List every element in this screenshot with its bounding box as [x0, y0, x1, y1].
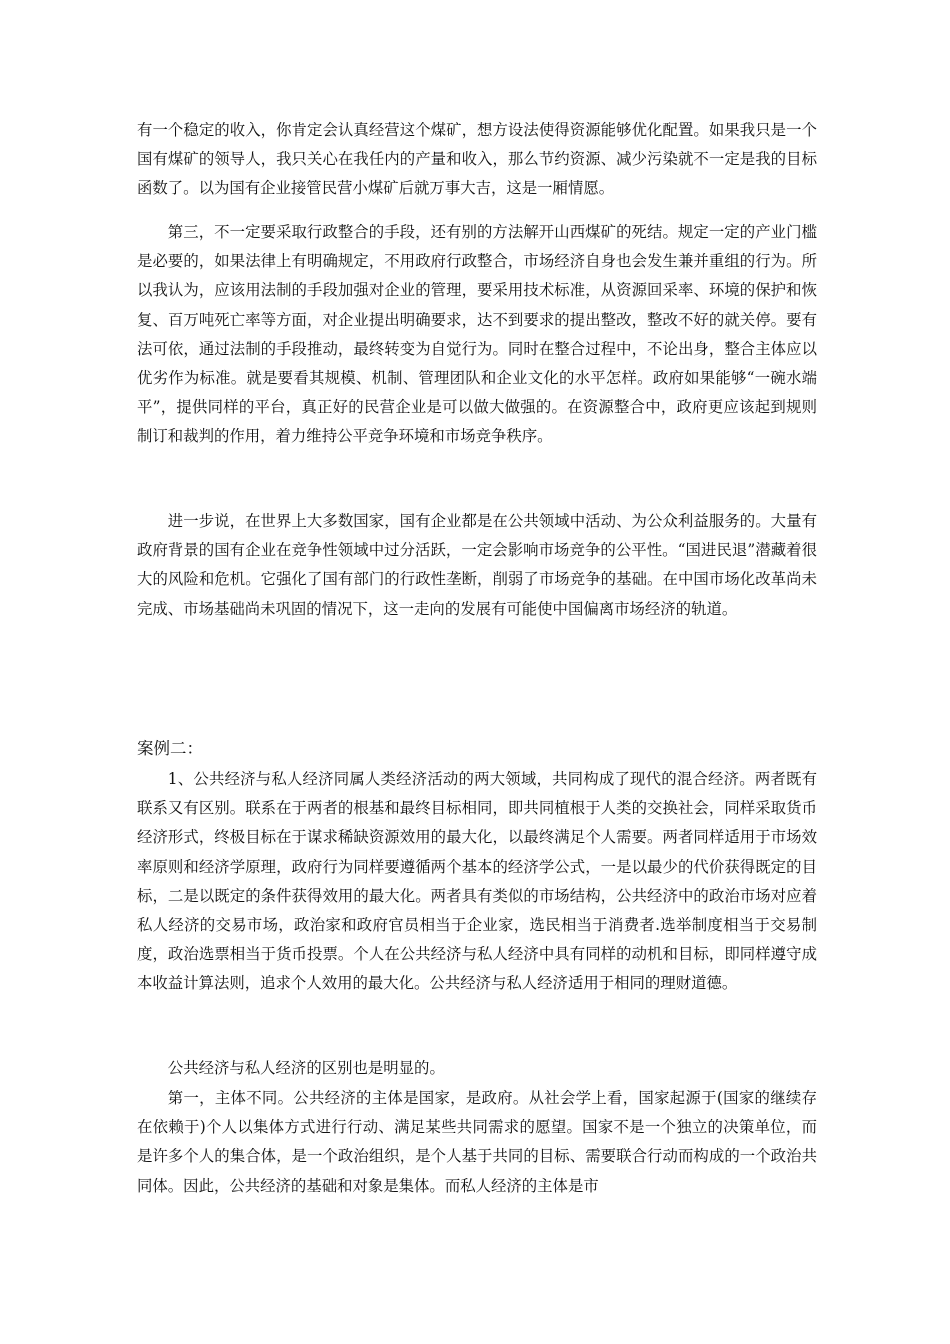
paragraph-differences-intro: 公共经济与私人经济的区别也是明显的。	[167, 1059, 445, 1077]
paragraph-continuation-income: 有一个稳定的收入，你肯定会认真经营这个煤矿，想方设法使得资源能够优化配置。如果我只是一个国有煤矿的领导人，我只关心在我任内的产量和收入，那么节约资源、减少污染就不一定是我的目标函数了。以为国有企业接管民营小煤矿后就万事大吉，这是一厢情愿。	[137, 121, 817, 198]
case-two-heading: 案例二：	[137, 739, 203, 758]
paragraph-public-private-economy: 1、公共经济与私人经济同属人类经济活动的两大领域，共同构成了现代的混合经济。两者既有联系又有区别。联系在于两者的根基和最终目标相同，即共同植根于人类的交换社会，同样采取货币经济形式，终极目标在于谋求稀缺资源效用的最大化，以最终满足个人需要。两者同样适用于市场效率原则和经济学原理，政府行为同样要遵循两个基本的经济学公式，一是以最少的代价获得既定的目标，二是以既定的条件获得效用的最大化。两者具有类似的市场结构，公共经济中的政治市场对应着私人经济的交易市场，政治家和政府官员相当于企业家，选民相当于消费者.选举制度相当于交易制度，政治选票相当于货币投票。个人在公共经济与私人经济中具有同样的动机和目标，即同样遵守成本收益计算法则，追求个人效用的最大化。公共经济与私人经济适用于相同的理财道德。	[137, 770, 817, 993]
paragraph-third-point: 第三，不一定要采取行政整合的手段，还有别的方法解开山西煤矿的死结。规定一定的产业门槛是必要的，如果法律上有明确规定，不用政府行政整合，市场经济自身也会发生兼并重组的行为。所以我认为，应该用法制的手段加强对企业的管理，要采用技术标准，从资源回采率、环境的保护和恢复、百万吨死亡率等方面，对企业提出明确要求，达不到要求的提出整改，整改不好的就关停。要有法可依，通过法制的手段推动，最终转变为自觉行为。同时在整合过程中，不论出身，整合主体应以优劣作为标准。就是要看其规模、机制、管理团队和企业文化的水平怎样。政府如果能够“一碗水端平”，提供同样的平台，真正好的民营企业是可以做大做强的。在资源整合中，政府更应该起到规则制订和裁判的作用，着力维持公平竞争环境和市场竞争秩序。	[137, 223, 817, 446]
paragraph-further-discussion: 进一步说，在世界上大多数国家，国有企业都是在公共领域中活动、为公众利益服务的。大量有政府背景的国有企业在竞争性领域中过分活跃，一定会影响市场竞争的公平性。“国进民退”潜藏着很大的风险和危机。它强化了国有部门的行政性垄断，削弱了市场竞争的基础。在中国市场化改革尚未完成、市场基础尚未巩固的情况下，这一走向的发展有可能使中国偏离市场经济的轨道。	[137, 512, 817, 618]
paragraph-first-difference: 第一，主体不同。公共经济的主体是国家，是政府。从社会学上看，国家起源于(国家的继续存在依赖于)个人以集体方式进行行动、满足某些共同需求的愿望。国家不是一个独立的决策单位，而是许多个人的集合体，是一个政治组织，是个人基于共同的目标、需要联合行动而构成的一个政治共同体。因此，公共经济的基础和对象是集体。而私人经济的主体是市	[137, 1089, 817, 1195]
